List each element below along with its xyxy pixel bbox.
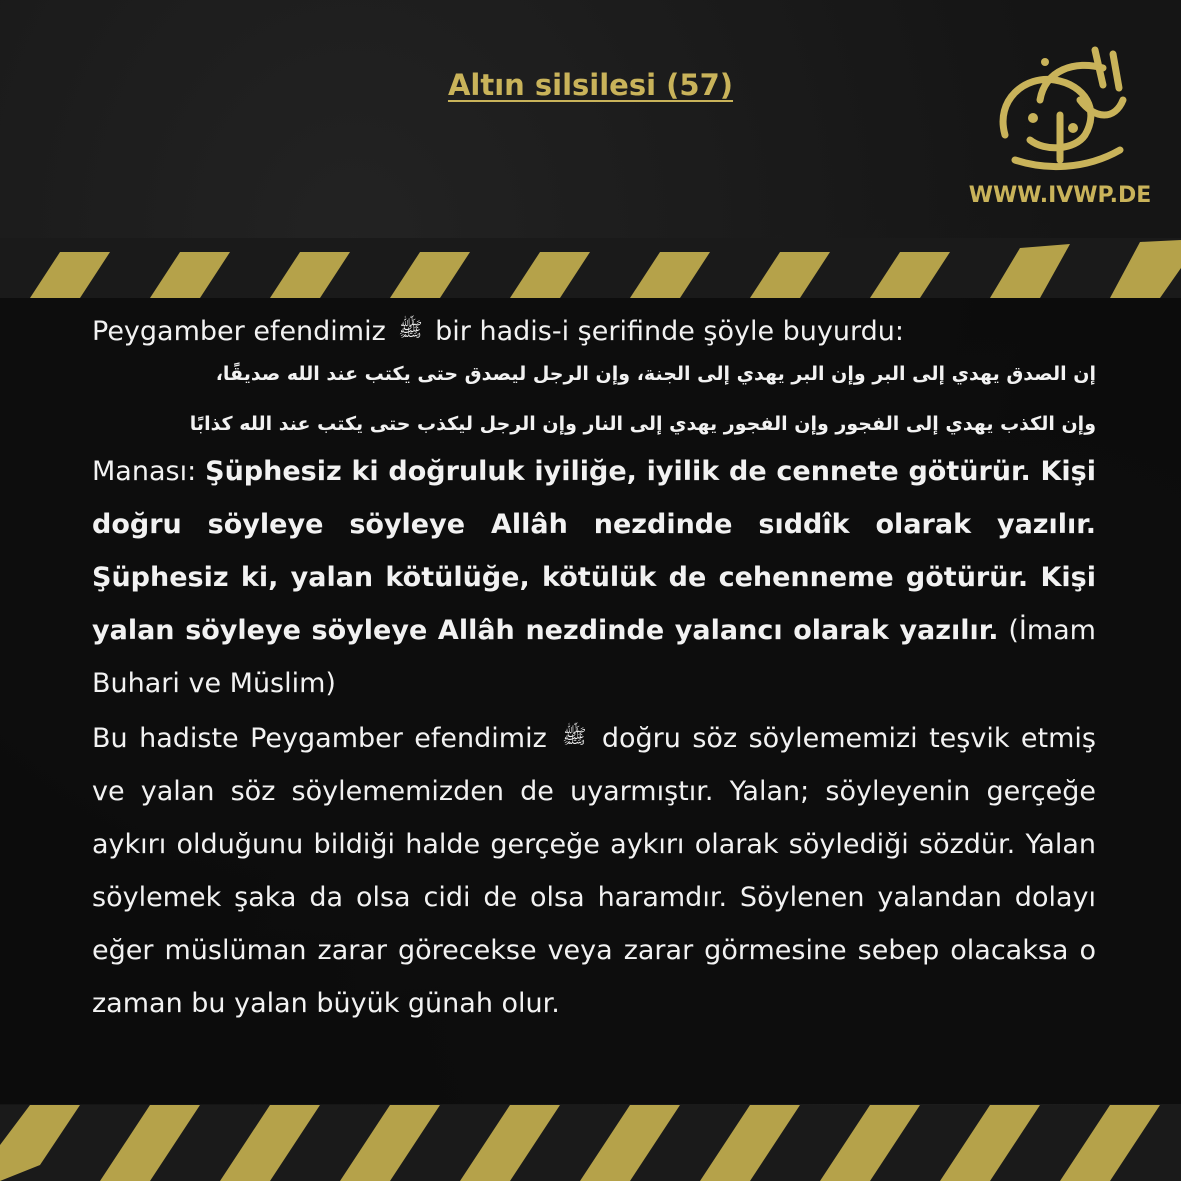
salawat-icon: ﷺ xyxy=(398,317,423,341)
hazard-tape-top xyxy=(0,238,1181,298)
intro-after: bir hadis-i şerifinde şöyle buyurdu: xyxy=(435,316,904,347)
website-url: WWW.IVWP.DE xyxy=(968,183,1152,208)
hadith-content xyxy=(92,308,1096,1030)
intro-before: Peygamber efendimiz xyxy=(92,316,386,347)
calligraphy-logo-icon xyxy=(985,40,1135,180)
explanation-after: doğru söz söylememizi teşvik etmiş ve yalan söz söylememizden de uyarmıştır. Yalan; söyleyenin gerçeğe aykırı olduğunu bildiği halde gerçeğe aykırı olarak söylediği sözdür. Yalan söylemek şaka da olsa cidi de olsa haramdır. Söylenen yalandan dolayı eğer müslüman zarar görecekse veya zarar görmesine sebep olacaksa o zaman bu yalan büyük günah olur. xyxy=(92,723,1096,1019)
explanation-paragraph xyxy=(92,710,1096,1030)
meaning-paragraph xyxy=(92,445,1096,710)
salawat-icon-2: ﷺ xyxy=(562,724,587,748)
page-title: Altın silsilesi (57) xyxy=(447,68,734,102)
intro-line xyxy=(92,308,1096,353)
meaning-label: Manası: xyxy=(92,456,197,487)
arabic-hadith-line-2: وإن الكذب يهدي إلى الفجور وإن الفجور يهدي إلى النار وإن الرجل ليكذب حتى يكتب عند الله كذابًا xyxy=(189,413,1096,435)
source-citation: (İmam Buhari ve Müslim) xyxy=(92,615,1096,699)
meaning-text: Şüphesiz ki doğruluk iyiliğe, iyilik de cennete götürür. Kişi doğru söyleye söyleye Allâh nezdinde sıddîk olarak yazılır. Şüphesiz ki, yalan kötülüğe, kötülük de cehenneme götürür. Kişi yalan söyleye söyleye Allâh nezdinde yalancı olarak yazılır. xyxy=(92,456,1096,646)
hazard-tape-bottom xyxy=(0,1105,1181,1181)
explanation-before: Bu hadiste Peygamber efendimiz xyxy=(92,723,547,754)
arabic-hadith-line-1: إن الصدق يهدي إلى البر وإن البر يهدي إلى الجنة، وإن الرجل ليصدق حتى يكتب عند الله صديقًا، xyxy=(215,363,1096,385)
